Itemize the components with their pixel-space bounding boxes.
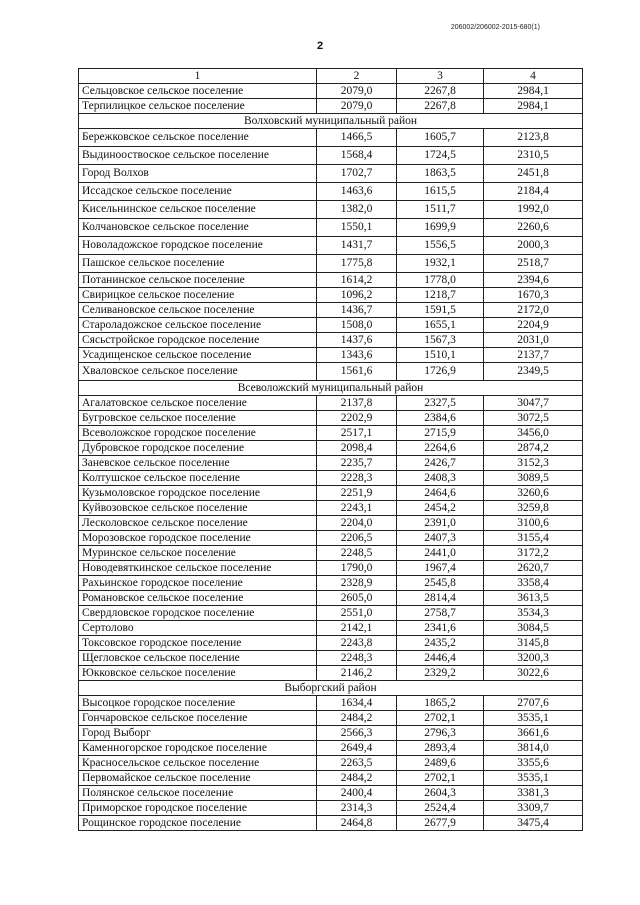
settlement-name-cell: Лесколовское сельское поселение [79,516,317,531]
settlement-name-cell: Выдинооствоское сельское поселение [79,147,317,165]
value-col2-cell: 1463,6 [317,183,397,201]
settlement-name-cell: Сясьстройское городское поселение [79,333,317,348]
table-row [79,219,583,237]
column-header-2: 2 [317,69,397,84]
value-col3-cell: 2267,8 [397,99,484,114]
value-col2-cell: 2517,1 [317,426,397,441]
value-col2-cell: 1437,6 [317,333,397,348]
table-row [79,636,583,651]
table-row [79,363,583,381]
value-col2-cell: 2464,8 [317,816,397,831]
value-col3-cell: 1556,5 [397,237,484,255]
settlement-name-cell: Иссадское сельское поселение [79,183,317,201]
value-col3-cell: 1726,9 [397,363,484,381]
settlement-name-cell: Колтушское сельское поселение [79,471,317,486]
settlement-name-cell: Город Волхов [79,165,317,183]
value-col2-cell: 2566,3 [317,726,397,741]
settlement-name-cell: Гончаровское сельское поселение [79,711,317,726]
section-title: Волховский муниципальный район [79,114,583,129]
table-row [79,621,583,636]
value-col3-cell: 2489,6 [397,756,484,771]
value-col2-cell: 2243,8 [317,636,397,651]
value-col4-cell: 2310,5 [484,147,583,165]
settlement-name-cell: Куйвозовское сельское поселение [79,501,317,516]
settlement-name-cell: Высоцкое городское поселение [79,696,317,711]
section-header-row [79,114,583,129]
value-col2-cell: 2137,8 [317,396,397,411]
value-col2-cell: 1382,0 [317,201,397,219]
value-col4-cell: 3089,5 [484,471,583,486]
value-col2-cell: 1614,2 [317,273,397,288]
settlement-name-cell: Пашское сельское поселение [79,255,317,273]
value-col3-cell: 2464,6 [397,486,484,501]
value-col4-cell: 3200,3 [484,651,583,666]
value-col3-cell: 2341,6 [397,621,484,636]
table-row [79,606,583,621]
settlement-name-cell: Полянское сельское поселение [79,786,317,801]
value-col4-cell: 3535,1 [484,711,583,726]
settlement-name-cell: Кузьмоловское городское поселение [79,486,317,501]
value-col4-cell: 3047,7 [484,396,583,411]
value-col2-cell: 1431,7 [317,237,397,255]
value-col3-cell: 2604,3 [397,786,484,801]
value-col2-cell: 2248,3 [317,651,397,666]
settlement-name-cell: Свердловское городское поселение [79,606,317,621]
value-col3-cell: 1510,1 [397,348,484,363]
table-row [79,237,583,255]
table-row [79,441,583,456]
value-col3-cell: 2441,0 [397,546,484,561]
value-col4-cell: 2260,6 [484,219,583,237]
value-col2-cell: 2649,4 [317,741,397,756]
value-col4-cell: 3381,3 [484,786,583,801]
value-col2-cell: 2098,4 [317,441,397,456]
value-col4-cell: 1670,3 [484,288,583,303]
value-col4-cell: 3259,8 [484,501,583,516]
document-id: 206002/206002-2015-680(1) [450,24,540,31]
value-col4-cell: 2394,6 [484,273,583,288]
value-col4-cell: 3358,4 [484,576,583,591]
value-col2-cell: 2235,7 [317,456,397,471]
table-row [79,456,583,471]
value-col4-cell: 2349,5 [484,363,583,381]
value-col3-cell: 2524,4 [397,801,484,816]
page-number: 2 [316,40,324,52]
value-col2-cell: 2484,2 [317,771,397,786]
settlement-name-cell: Староладожское сельское поселение [79,318,317,333]
settlement-name-cell: Романовское сельское поселение [79,591,317,606]
header-row [79,69,583,84]
settlement-name-cell: Усадищенское сельское поселение [79,348,317,363]
value-col2-cell: 1702,7 [317,165,397,183]
value-col3-cell: 2677,9 [397,816,484,831]
table-row [79,201,583,219]
table-row [79,786,583,801]
table-row [79,84,583,99]
value-col2-cell: 1790,0 [317,561,397,576]
table-row [79,561,583,576]
value-col3-cell: 1967,4 [397,561,484,576]
table-row [79,576,583,591]
value-col3-cell: 2702,1 [397,771,484,786]
value-col4-cell: 3309,7 [484,801,583,816]
table-row [79,255,583,273]
settlement-name-cell: Юкковское сельское поселение [79,666,317,681]
value-col3-cell: 2407,3 [397,531,484,546]
value-col3-cell: 2758,7 [397,606,484,621]
value-col3-cell: 2545,8 [397,576,484,591]
table-row [79,411,583,426]
table-row [79,756,583,771]
settlement-name-cell: Токсовское городское поселение [79,636,317,651]
settlement-name-cell: Красносельское сельское поселение [79,756,317,771]
value-col2-cell: 1436,7 [317,303,397,318]
value-col3-cell: 2715,9 [397,426,484,441]
value-col4-cell: 3456,0 [484,426,583,441]
settlement-name-cell: Сельцовское сельское поселение [79,84,317,99]
settlement-name-cell: Агалатовское сельское поселение [79,396,317,411]
value-col4-cell: 2707,6 [484,696,583,711]
value-col4-cell: 3535,1 [484,771,583,786]
value-col3-cell: 1605,7 [397,129,484,147]
value-col2-cell: 2206,5 [317,531,397,546]
settlement-name-cell: Приморское городское поселение [79,801,317,816]
value-col2-cell: 1550,1 [317,219,397,237]
settlement-name-cell: Город Выборг [79,726,317,741]
value-col2-cell: 2251,9 [317,486,397,501]
settlement-name-cell: Муринское сельское поселение [79,546,317,561]
value-col3-cell: 2408,3 [397,471,484,486]
value-col3-cell: 2329,2 [397,666,484,681]
value-col3-cell: 2426,7 [397,456,484,471]
data-table [78,68,583,831]
settlement-name-cell: Новодевяткинское сельское поселение [79,561,317,576]
value-col2-cell: 1343,6 [317,348,397,363]
value-col4-cell: 2620,7 [484,561,583,576]
value-col2-cell: 1568,4 [317,147,397,165]
table-row [79,726,583,741]
settlement-name-cell: Новоладожское городское поселение [79,237,317,255]
value-col4-cell: 3022,6 [484,666,583,681]
table-row [79,666,583,681]
value-col2-cell: 2079,0 [317,99,397,114]
value-col2-cell: 1508,0 [317,318,397,333]
value-col2-cell: 2328,9 [317,576,397,591]
value-col3-cell: 2454,2 [397,501,484,516]
settlement-name-cell: Кисельнинское сельское поселение [79,201,317,219]
section-header-row [79,681,583,696]
value-col3-cell: 1863,5 [397,165,484,183]
settlement-name-cell: Бережковское сельское поселение [79,129,317,147]
value-col2-cell: 2204,0 [317,516,397,531]
value-col3-cell: 1699,9 [397,219,484,237]
value-col3-cell: 1567,3 [397,333,484,348]
table-row [79,801,583,816]
value-col4-cell: 3814,0 [484,741,583,756]
value-col4-cell: 2184,4 [484,183,583,201]
value-col2-cell: 2314,3 [317,801,397,816]
settlement-name-cell: Каменногорское городское поселение [79,741,317,756]
value-col4-cell: 2137,7 [484,348,583,363]
table-row [79,147,583,165]
value-col3-cell: 1591,5 [397,303,484,318]
value-col3-cell: 1511,7 [397,201,484,219]
value-col4-cell: 1992,0 [484,201,583,219]
table-row [79,531,583,546]
settlement-name-cell: Рощинское городское поселение [79,816,317,831]
settlement-name-cell: Селивановское сельское поселение [79,303,317,318]
table-row [79,741,583,756]
value-col4-cell: 2031,0 [484,333,583,348]
value-col3-cell: 1778,0 [397,273,484,288]
value-col3-cell: 1218,7 [397,288,484,303]
table-row [79,486,583,501]
value-col4-cell: 3661,6 [484,726,583,741]
value-col4-cell: 2172,0 [484,303,583,318]
value-col4-cell: 3152,3 [484,456,583,471]
table-row [79,165,583,183]
value-col2-cell: 2484,2 [317,711,397,726]
value-col4-cell: 3613,5 [484,591,583,606]
value-col2-cell: 1634,4 [317,696,397,711]
table-row [79,711,583,726]
value-col2-cell: 1096,2 [317,288,397,303]
settlement-name-cell: Потанинское сельское поселение [79,273,317,288]
value-col2-cell: 2263,5 [317,756,397,771]
value-col2-cell: 2079,0 [317,84,397,99]
value-col4-cell: 3534,3 [484,606,583,621]
value-col4-cell: 2000,3 [484,237,583,255]
value-col4-cell: 3355,6 [484,756,583,771]
table-body [79,84,583,831]
table-row [79,348,583,363]
table-row [79,129,583,147]
value-col3-cell: 1932,1 [397,255,484,273]
table-row [79,99,583,114]
value-col3-cell: 2702,1 [397,711,484,726]
table-row [79,318,583,333]
table-row [79,501,583,516]
value-col3-cell: 2435,2 [397,636,484,651]
settlement-name-cell: Заневское сельское поселение [79,456,317,471]
value-col4-cell: 2451,8 [484,165,583,183]
section-title: Выборгский район [79,681,583,696]
value-col3-cell: 2267,8 [397,84,484,99]
table-row [79,426,583,441]
settlement-name-cell: Сертолово [79,621,317,636]
value-col2-cell: 2142,1 [317,621,397,636]
value-col4-cell: 3100,6 [484,516,583,531]
value-col3-cell: 2384,6 [397,411,484,426]
value-col3-cell: 2796,3 [397,726,484,741]
table-row [79,816,583,831]
value-col4-cell: 2518,7 [484,255,583,273]
value-col3-cell: 2391,0 [397,516,484,531]
column-header-3: 3 [397,69,484,84]
value-col3-cell: 1615,5 [397,183,484,201]
value-col3-cell: 2893,4 [397,741,484,756]
value-col2-cell: 2243,1 [317,501,397,516]
value-col4-cell: 2984,1 [484,99,583,114]
column-header-1: 1 [79,69,317,84]
value-col4-cell: 2123,8 [484,129,583,147]
table-row [79,771,583,786]
value-col4-cell: 2874,2 [484,441,583,456]
value-col2-cell: 2605,0 [317,591,397,606]
value-col4-cell: 3260,6 [484,486,583,501]
table-row [79,273,583,288]
value-col4-cell: 3172,2 [484,546,583,561]
value-col4-cell: 2984,1 [484,84,583,99]
settlement-name-cell: Свирицкое сельское поселение [79,288,317,303]
table-row [79,471,583,486]
table-row [79,396,583,411]
value-col2-cell: 1466,5 [317,129,397,147]
settlement-name-cell: Хваловское сельское поселение [79,363,317,381]
table-row [79,333,583,348]
value-col3-cell: 1724,5 [397,147,484,165]
settlement-name-cell: Всеволожское городское поселение [79,426,317,441]
value-col4-cell: 3475,4 [484,816,583,831]
table-row [79,183,583,201]
value-col2-cell: 2551,0 [317,606,397,621]
value-col3-cell: 1865,2 [397,696,484,711]
value-col4-cell: 3155,4 [484,531,583,546]
value-col2-cell: 2248,5 [317,546,397,561]
value-col3-cell: 2264,6 [397,441,484,456]
value-col3-cell: 2446,4 [397,651,484,666]
settlement-name-cell: Морозовское городское поселение [79,531,317,546]
settlement-name-cell: Колчановское сельское поселение [79,219,317,237]
section-title: Всеволожский муниципальный район [79,381,583,396]
table-row [79,546,583,561]
settlement-name-cell: Дубровское городское поселение [79,441,317,456]
table-row [79,591,583,606]
column-header-4: 4 [484,69,583,84]
settlement-name-cell: Щегловское сельское поселение [79,651,317,666]
table-row [79,696,583,711]
value-col4-cell: 3072,5 [484,411,583,426]
value-col2-cell: 2228,3 [317,471,397,486]
section-header-row [79,381,583,396]
value-col2-cell: 1561,6 [317,363,397,381]
value-col4-cell: 3084,5 [484,621,583,636]
table-row [79,288,583,303]
settlement-name-cell: Терпилицкое сельское поселение [79,99,317,114]
settlement-name-cell: Первомайское сельское поселение [79,771,317,786]
settlement-name-cell: Бугровское сельское поселение [79,411,317,426]
table-row [79,516,583,531]
value-col3-cell: 2814,4 [397,591,484,606]
value-col4-cell: 3145,8 [484,636,583,651]
value-col2-cell: 2202,9 [317,411,397,426]
table-row [79,303,583,318]
value-col2-cell: 2400,4 [317,786,397,801]
value-col4-cell: 2204,9 [484,318,583,333]
settlement-name-cell: Рахьинское городское поселение [79,576,317,591]
value-col3-cell: 2327,5 [397,396,484,411]
value-col2-cell: 1775,8 [317,255,397,273]
table-row [79,651,583,666]
value-col3-cell: 1655,1 [397,318,484,333]
value-col2-cell: 2146,2 [317,666,397,681]
